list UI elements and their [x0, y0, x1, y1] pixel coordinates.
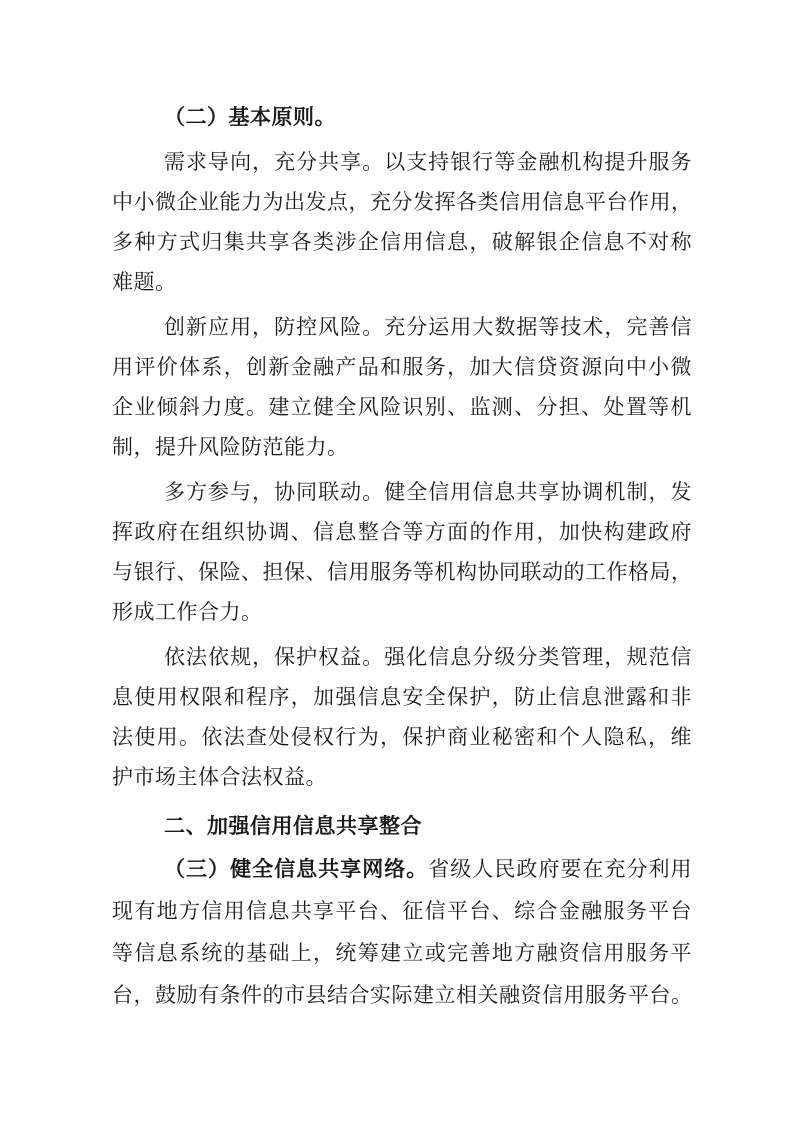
paragraph-line: 挥政府在组织协调、信息整合等方面的作用，加快构建政府 — [112, 520, 692, 544]
paragraph-text: 充分运用大数据等技术，完善信 — [384, 315, 693, 339]
paragraph-text: 健全信用信息共享协调机制，发 — [384, 480, 693, 504]
paragraph-line: 台，鼓励有条件的市县结合实际建立相关融资信用服务平台。 — [112, 983, 693, 1007]
paragraph-text: 以支持银行等金融机构提升服务 — [384, 150, 693, 174]
paragraph-lead: 多方参与，协同联动。 — [164, 480, 385, 504]
paragraph-line: 多种方式归集共享各类涉企信用信息，破解银企信息不对称 — [112, 230, 692, 254]
heading-basic-principles: （二）基本原则。 — [164, 105, 336, 129]
paragraph-line: 等信息系统的基础上，统筹建立或完善地方融资信用服务平 — [112, 941, 692, 965]
paragraph-line — [164, 142, 692, 182]
paragraph-line: 形成工作合力。 — [112, 600, 263, 624]
paragraph-line: 难题。 — [112, 270, 177, 294]
paragraph-text: 强化信息分级分类管理，规范信 — [384, 645, 693, 669]
paragraph-lead: 依法依规，保护权益。 — [164, 645, 385, 669]
paragraph-line: 息使用权限和程序，加强信息安全保护，防止信息泄露和非 — [112, 685, 692, 709]
paragraph-line: 中小微企业能力为出发点，充分发挥各类信用信息平台作用， — [112, 190, 693, 214]
paragraph-line: 制，提升风险防范能力。 — [112, 435, 349, 459]
paragraph-line — [164, 307, 692, 347]
paragraph-line: 企业倾斜力度。建立健全风险识别、监测、分担、处置等机 — [112, 395, 692, 419]
paragraph-lead-bold: （三）健全信息共享网络。 — [164, 857, 429, 881]
paragraph-lead: 需求导向，充分共享。 — [164, 150, 385, 174]
paragraph-line — [164, 472, 692, 512]
paragraph-lead: 创新应用，防控风险。 — [164, 315, 385, 339]
paragraph-text: 省级人民政府要在充分利用 — [428, 857, 693, 881]
paragraph-line: 护市场主体合法权益。 — [112, 765, 327, 789]
section-heading: 二、加强信用信息共享整合 — [164, 814, 422, 838]
paragraph-line — [164, 849, 692, 889]
paragraph-line — [164, 637, 692, 677]
paragraph-line: 与银行、保险、担保、信用服务等机构协同联动的工作格局， — [112, 560, 693, 584]
paragraph-line: 法使用。依法查处侵权行为，保护商业秘密和个人隐私，维 — [112, 725, 692, 749]
paragraph-line: 用评价体系，创新金融产品和服务，加大信贷资源向中小微 — [112, 355, 692, 379]
paragraph-line: 现有地方信用信息共享平台、征信平台、综合金融服务平台 — [112, 899, 692, 923]
